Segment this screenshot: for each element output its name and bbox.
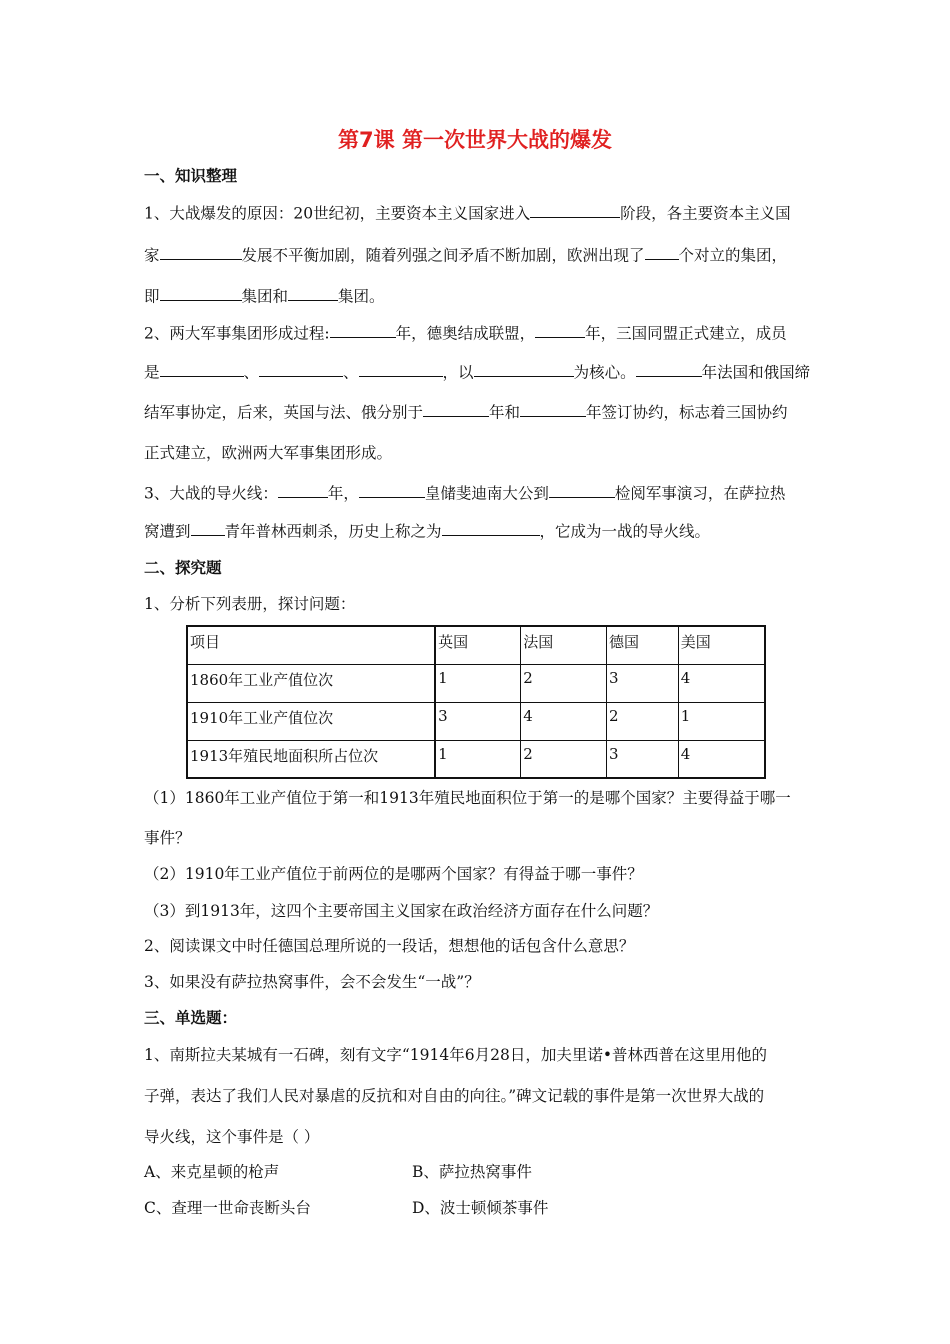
table-cell: 1860年工业产值位次: [187, 664, 435, 702]
table-cell: 1: [678, 702, 765, 740]
option-c[interactable]: C、查理一世命丧断头台: [144, 1199, 311, 1217]
answer-blank[interactable]: [636, 360, 702, 377]
table-row: [187, 664, 765, 702]
section3-heading: 三、单选题：: [144, 1009, 238, 1027]
table-cell: 2: [607, 702, 679, 740]
table-cell: 1913年殖民地面积所占位次: [187, 740, 435, 778]
subq3: （3）到1913年，这四个主要帝国主义国家在政治经济方面存在什么问题？: [144, 902, 659, 920]
table-cell: 1: [435, 664, 521, 702]
table-cell: 2: [521, 664, 607, 702]
answer-blank[interactable]: [160, 360, 244, 377]
table-cell: 4: [521, 702, 607, 740]
table-header-cell: 法国: [521, 626, 607, 664]
table-cell: 1: [435, 740, 521, 778]
table-cell: 4: [678, 740, 765, 778]
answer-blank[interactable]: [191, 519, 225, 536]
option-d[interactable]: D、波士顿倾茶事件: [412, 1199, 549, 1217]
mc-q1-line3: 导火线，这个事件是（ ）: [144, 1128, 320, 1146]
q2-read: 2、阅读课文中时任德国总理所说的一段话，想想他的话包含什么意思？: [144, 937, 635, 955]
answer-blank[interactable]: [359, 360, 443, 377]
answer-blank[interactable]: [330, 321, 396, 338]
subq2: （2）1910年工业产值位于前两位的是哪两个国家？有得益于哪一事件？: [144, 865, 643, 883]
subq1-line1: （1）1860年工业产值位于第一和1913年殖民地面积位于第一的是哪个国家？主要得益于哪一: [144, 789, 791, 807]
answer-blank[interactable]: [259, 360, 343, 377]
q3-line1: 3、大战的导火线： 年， 皇储斐迪南大公到 检阅军事演习，在萨拉热: [144, 481, 785, 503]
data-table: [186, 625, 766, 779]
table-row: [187, 702, 765, 740]
q2-line1: 2、两大军事集团形成过程: 年，德奥结成联盟， 年，三国同盟正式建立，成员: [144, 321, 787, 343]
lesson-title: 第7课 第一次世界大战的爆发: [338, 128, 612, 152]
table-cell: 3: [435, 702, 521, 740]
q1-line2: 家 发展不平衡加剧，随着列强之间矛盾不断加剧，欧洲出现了 个对立的集团，: [144, 243, 787, 265]
table-header-row: [187, 626, 765, 664]
answer-blank[interactable]: [423, 400, 489, 417]
table-row: [187, 740, 765, 778]
mc-q1-line2: 子弹，表达了我们人民对暴虐的反抗和对自由的向往。”碑文记载的事件是第一次世界大战的: [144, 1087, 765, 1105]
q2-line4: 正式建立，欧洲两大军事集团形成。: [144, 444, 393, 462]
table-cell: 3: [607, 740, 679, 778]
answer-blank[interactable]: [442, 519, 540, 536]
q1-line3: 即 集团和 集团。: [144, 284, 385, 306]
answer-blank[interactable]: [160, 243, 242, 260]
table-header-cell: 英国: [435, 626, 521, 664]
option-a[interactable]: A、来克星顿的枪声: [144, 1163, 280, 1181]
table-cell: 3: [607, 664, 679, 702]
table-cell: 1910年工业产值位次: [187, 702, 435, 740]
section2-heading: 二、探究题: [144, 559, 222, 577]
table-cell: 4: [678, 664, 765, 702]
table-header-cell: 德国: [607, 626, 679, 664]
answer-blank[interactable]: [278, 481, 328, 498]
subq1-line2: 事件？: [144, 829, 191, 847]
q3-sarajevo: 3、如果没有萨拉热窝事件，会不会发生“一战”？: [144, 973, 480, 991]
q3-line2: 窝遭到 青年普林西刺杀，历史上称之为 ，它成为一战的导火线。: [144, 519, 710, 541]
answer-blank[interactable]: [160, 284, 242, 301]
q2-line2: 是 、 、 ，以 为核心。 年法国和俄国缔: [144, 360, 810, 382]
mc-q1-line1: 1、南斯拉夫某城有一石碑，刻有文字“1914年6月28日，加夫里诺•普林西普在这里用他的: [144, 1046, 767, 1064]
answer-blank[interactable]: [535, 321, 585, 338]
q2-line3: 结军事协定，后来，英国与法、俄分别于 年和 年签订协约，标志着三国协约: [144, 400, 788, 422]
answer-blank[interactable]: [645, 243, 679, 260]
answer-blank[interactable]: [359, 481, 425, 498]
table-header-cell: 美国: [678, 626, 765, 664]
table-header-cell: 项目: [187, 626, 435, 664]
section1-heading: 一、知识整理: [144, 167, 238, 185]
answer-blank[interactable]: [288, 284, 338, 301]
q1-intro: 1、分析下列表册，探讨问题：: [144, 595, 356, 613]
q1-line1: 1、大战爆发的原因：20世纪初，主要资本主义国家进入 阶段，各主要资本主义国: [144, 201, 791, 223]
answer-blank[interactable]: [520, 400, 586, 417]
answer-blank[interactable]: [530, 201, 620, 218]
option-b[interactable]: B、萨拉热窝事件: [412, 1163, 532, 1181]
table-cell: 2: [521, 740, 607, 778]
answer-blank[interactable]: [549, 481, 615, 498]
answer-blank[interactable]: [474, 360, 574, 377]
